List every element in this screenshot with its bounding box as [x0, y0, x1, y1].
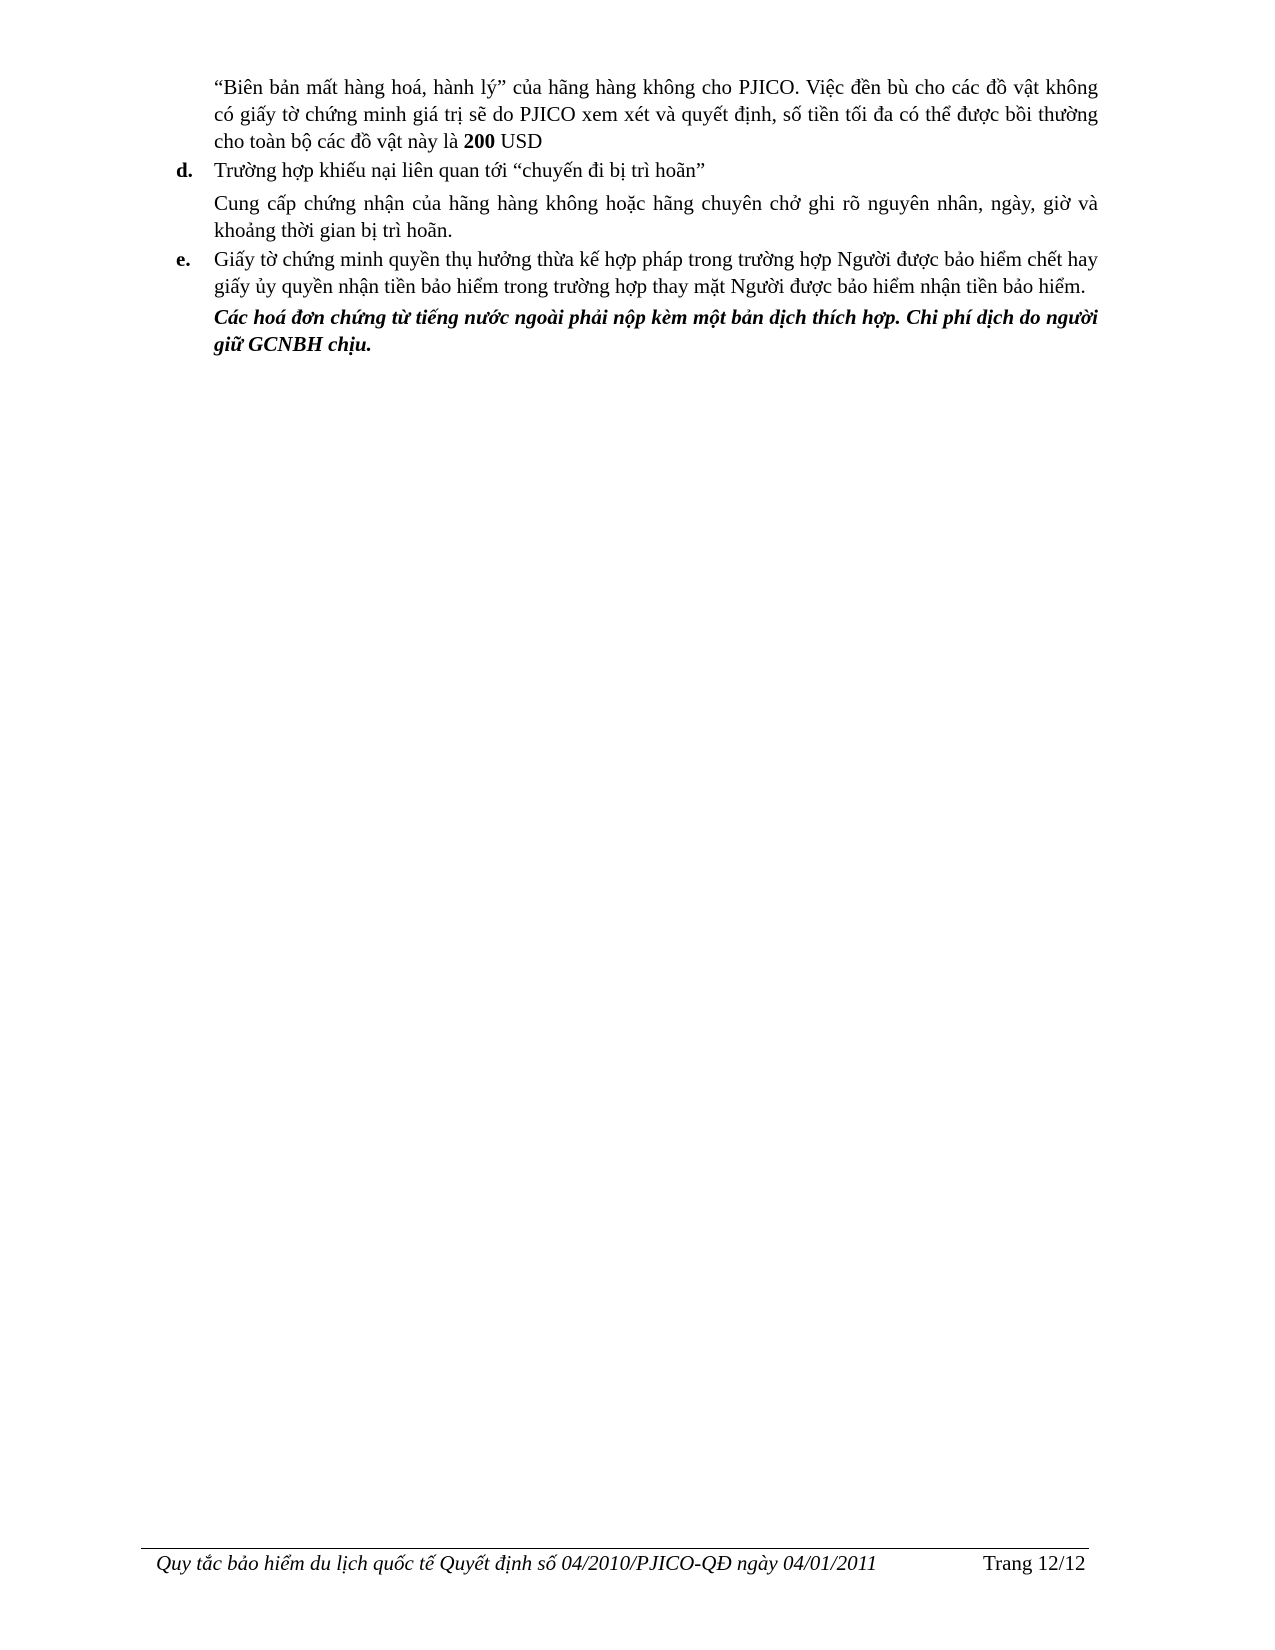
footer-page-number: Trang 12/12: [983, 1551, 1086, 1575]
continuation-paragraph: [214, 74, 1098, 155]
list-item-heading: Giấy tờ chứng minh quyền thụ hưởng thừa kế hợp pháp trong trường hợp Người được bảo hiểm chết hay giấy ủy quyền nhận tiền bảo hiểm trong trường hợp thay mặt Người được bảo hiểm nhận tiền bảo hiểm.: [214, 247, 1098, 298]
list-item-d: [176, 157, 1098, 244]
list-marker: d.: [176, 158, 193, 182]
footer-document-title: Quy tắc bảo hiểm du lịch quốc tế Quyết định số 04/2010/PJICO-QĐ ngày 04/01/2011: [156, 1551, 878, 1575]
continuation-text: “Biên bản mất hàng hoá, hành lý” của hãng hàng không cho PJICO. Việc đền bù cho các đồ vật không có giấy tờ chứng minh giá trị sẽ do PJICO xem xét và quyết định, số tiền tối đa có thể được bồi thường cho toàn bộ các đồ vật này là: [214, 75, 1098, 153]
page-content: [176, 74, 1098, 358]
footer-divider: [141, 1548, 1089, 1549]
translation-note: Các hoá đơn chứng từ tiếng nước ngoài phải nộp kèm một bản dịch thích hợp. Chi phí dịch do người giữ GCNBH chịu.: [214, 305, 1098, 356]
list-marker: e.: [176, 247, 191, 271]
currency-unit: USD: [495, 129, 543, 153]
list-item-e: [176, 246, 1098, 300]
list-item-detail: Cung cấp chứng nhận của hãng hàng không hoặc hãng chuyên chở ghi rõ nguyên nhân, ngày, giờ và khoảng thời gian bị trì hoãn.: [214, 191, 1098, 242]
max-compensation-amount: 200: [463, 129, 496, 153]
list-item-heading: Trường hợp khiếu nại liên quan tới “chuyến đi bị trì hoãn”: [214, 158, 706, 182]
